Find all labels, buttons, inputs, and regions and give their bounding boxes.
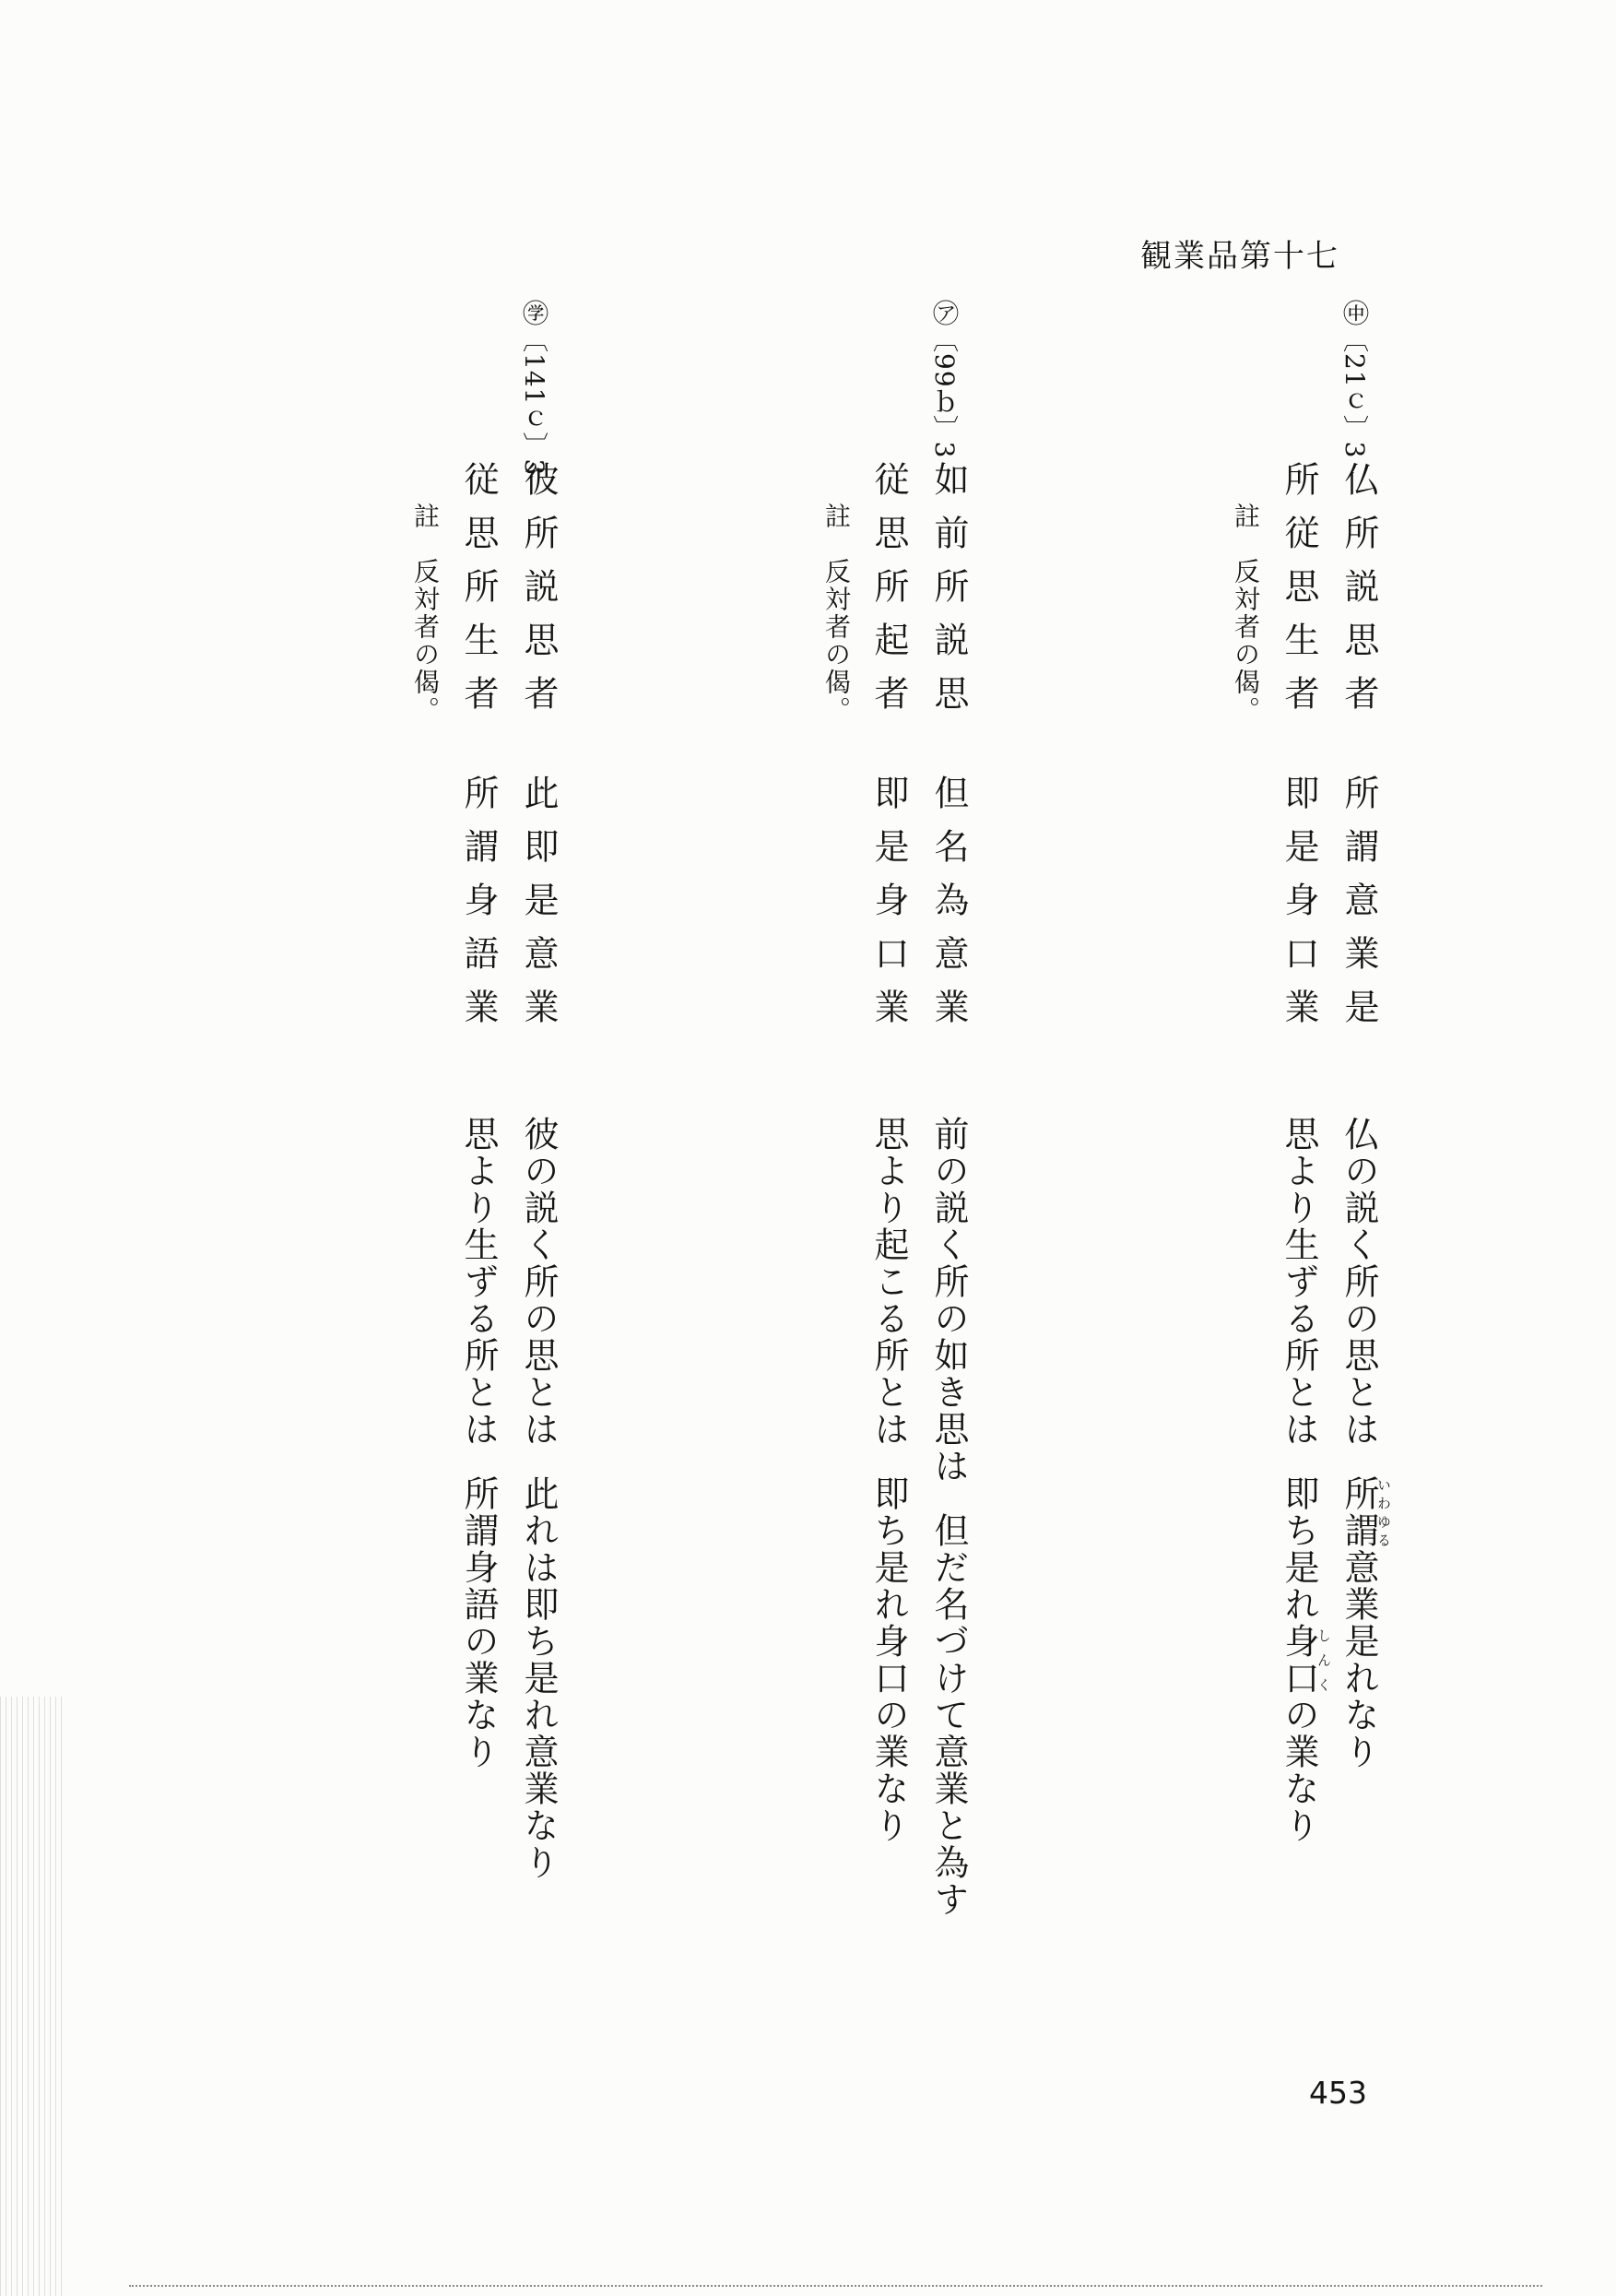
kanbun-line: 所従思生者: [1279, 461, 1319, 728]
scan-bottom-edge: [129, 2285, 1542, 2287]
kanbun-line: 従思所起者: [868, 461, 909, 728]
kundoku-line: 思より生ずる所とは所謂身語の業なり: [458, 1116, 499, 1770]
annotation-note: 註 反対者の偈。: [410, 503, 441, 724]
annotation-note: 註 反対者の偈。: [1231, 503, 1261, 724]
running-header: 観業品第十七: [1140, 238, 1339, 275]
kundoku-line: 前の説く所の如き思は但だ名づけて意業と為す: [928, 1116, 969, 1918]
kanbun-line: 仏所説思者: [1339, 461, 1379, 728]
kanbun-line: 従思所生者: [458, 461, 499, 728]
verse-marker: ㋐〔99ｂ〕3: [929, 300, 960, 459]
kanbun-line: 此即是意業: [518, 775, 559, 1042]
kanbun-line: 彼所説思者: [518, 461, 559, 728]
kundoku-line: 思より起こる所とは即ち是れ身口の業なり: [868, 1116, 909, 1844]
verse-marker: ㊫〔141ｃ〕3: [519, 300, 549, 477]
kanbun-line: 即是身口業: [1279, 775, 1319, 1042]
verse-marker: ㊥〔21ｃ〕3: [1339, 300, 1370, 459]
kanbun-line: 所謂身語業: [458, 775, 499, 1042]
kanbun-line: 如前所説思: [928, 461, 969, 728]
annotation-note: 註 反対者の偈。: [821, 503, 852, 724]
kanbun-line: 即是身口業: [868, 775, 909, 1042]
page-number: 453: [1309, 2075, 1367, 2111]
scan-edge-noise: [0, 1697, 65, 2296]
kundoku-line: 彼の説く所の思とは此れは即ち是れ意業なり: [518, 1116, 559, 1881]
kanbun-line: 所謂意業是: [1339, 775, 1379, 1042]
kundoku-line: 仏の説く所の思とは所謂いわゆる意業是れなり: [1339, 1116, 1392, 1770]
kanbun-line: 但名為意業: [928, 775, 969, 1042]
kundoku-line: 思より生ずる所とは即ち是れ身口しんくの業なり: [1279, 1116, 1332, 1844]
